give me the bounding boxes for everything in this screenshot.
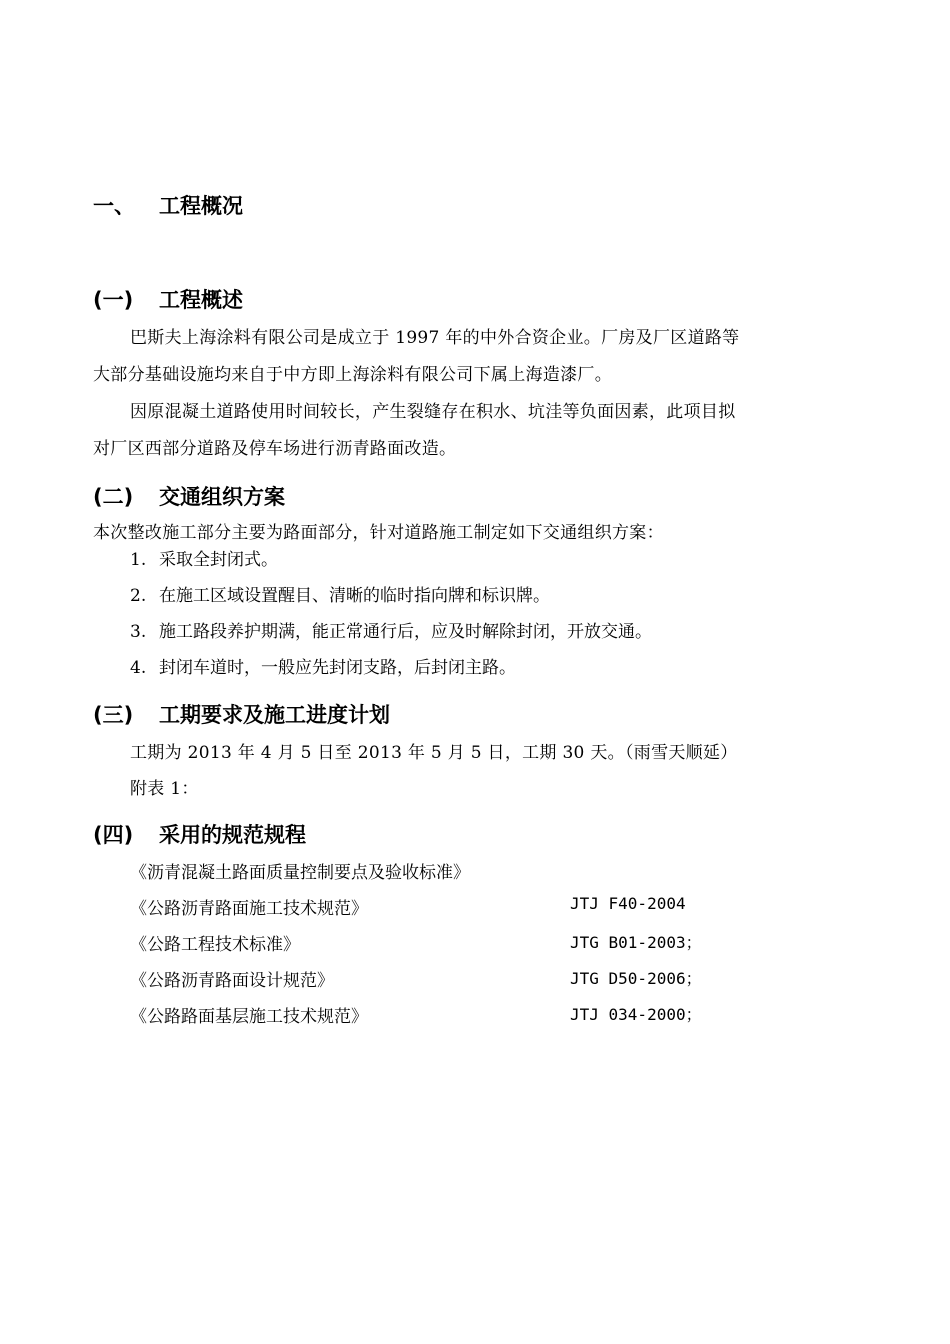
subsection-title: 工期要求及施工进度计划 <box>159 703 390 727</box>
list-number: 3. <box>130 622 147 642</box>
standard-row <box>130 894 770 919</box>
list-item <box>130 617 652 642</box>
standard-name: 《公路沥青路面设计规范》 <box>130 971 334 991</box>
list-number: 4. <box>130 658 147 678</box>
standard-name: 《沥青混凝土路面质量控制要点及验收标准》 <box>130 863 470 883</box>
list-item <box>130 545 278 570</box>
standard-name: 《公路路面基层施工技术规范》 <box>130 1007 368 1027</box>
paragraph-line: 本次整改施工部分主要为路面部分，针对道路施工制定如下交通组织方案： <box>93 523 664 543</box>
section-heading-overview <box>93 190 243 220</box>
standard-name: 《公路沥青路面施工技术规范》 <box>130 899 368 919</box>
paragraph-line: 工期为 2013 年 4 月 5 日至 2013 年 5 月 5 日，工期 30 天。（雨雪天顺延） <box>130 743 738 763</box>
standard-code: JTJ 034-2000； <box>570 1005 702 1024</box>
standard-row <box>130 1002 770 1027</box>
list-text: 在施工区域设置醒目、清晰的临时指向牌和标识牌。 <box>159 586 550 606</box>
subsection-heading-schedule <box>93 699 390 729</box>
paragraph-line: 对厂区西部分道路及停车场进行沥青路面改造。 <box>93 439 457 459</box>
list-text: 封闭车道时，一般应先封闭支路，后封闭主路。 <box>159 658 516 678</box>
paragraph-line: 大部分基础设施均来自于中方即上海涂料有限公司下属上海造漆厂。 <box>93 365 612 385</box>
subsection-heading-summary <box>93 284 243 314</box>
list-text: 施工路段养护期满，能正常通行后，应及时解除封闭，开放交通。 <box>159 622 652 642</box>
subsection-heading-traffic <box>93 481 285 511</box>
paragraph-line: 附表 1： <box>130 779 199 799</box>
list-text: 采取全封闭式。 <box>159 550 278 570</box>
section-title: 工程概况 <box>159 194 243 218</box>
list-item <box>130 653 516 678</box>
subsection-number: (四) <box>93 823 134 847</box>
paragraph-line: 巴斯夫上海涂料有限公司是成立于 1997 年的中外合资企业。厂房及厂区道路等 <box>130 328 740 348</box>
subsection-number: (二) <box>93 485 134 509</box>
standard-code: JTG D50-2006； <box>570 969 702 988</box>
list-item <box>130 581 550 606</box>
standard-code: JTG B01-2003； <box>570 933 702 952</box>
standard-row <box>130 930 770 955</box>
standard-code: JTJ F40-2004 <box>570 894 686 913</box>
standard-row <box>130 966 770 991</box>
subsection-number: (三) <box>93 703 134 727</box>
paragraph-line: 因原混凝土道路使用时间较长，产生裂缝存在积水、坑洼等负面因素，此项目拟 <box>130 402 736 422</box>
subsection-title: 交通组织方案 <box>159 485 285 509</box>
subsection-title: 采用的规范规程 <box>159 823 306 847</box>
subsection-title: 工程概述 <box>159 288 243 312</box>
standard-name: 《公路工程技术标准》 <box>130 935 300 955</box>
standard-row <box>130 858 770 883</box>
section-number: 一、 <box>93 194 135 218</box>
subsection-number: (一) <box>93 288 134 312</box>
list-number: 2. <box>130 586 147 606</box>
subsection-heading-standards <box>93 819 306 849</box>
list-number: 1. <box>130 550 147 570</box>
